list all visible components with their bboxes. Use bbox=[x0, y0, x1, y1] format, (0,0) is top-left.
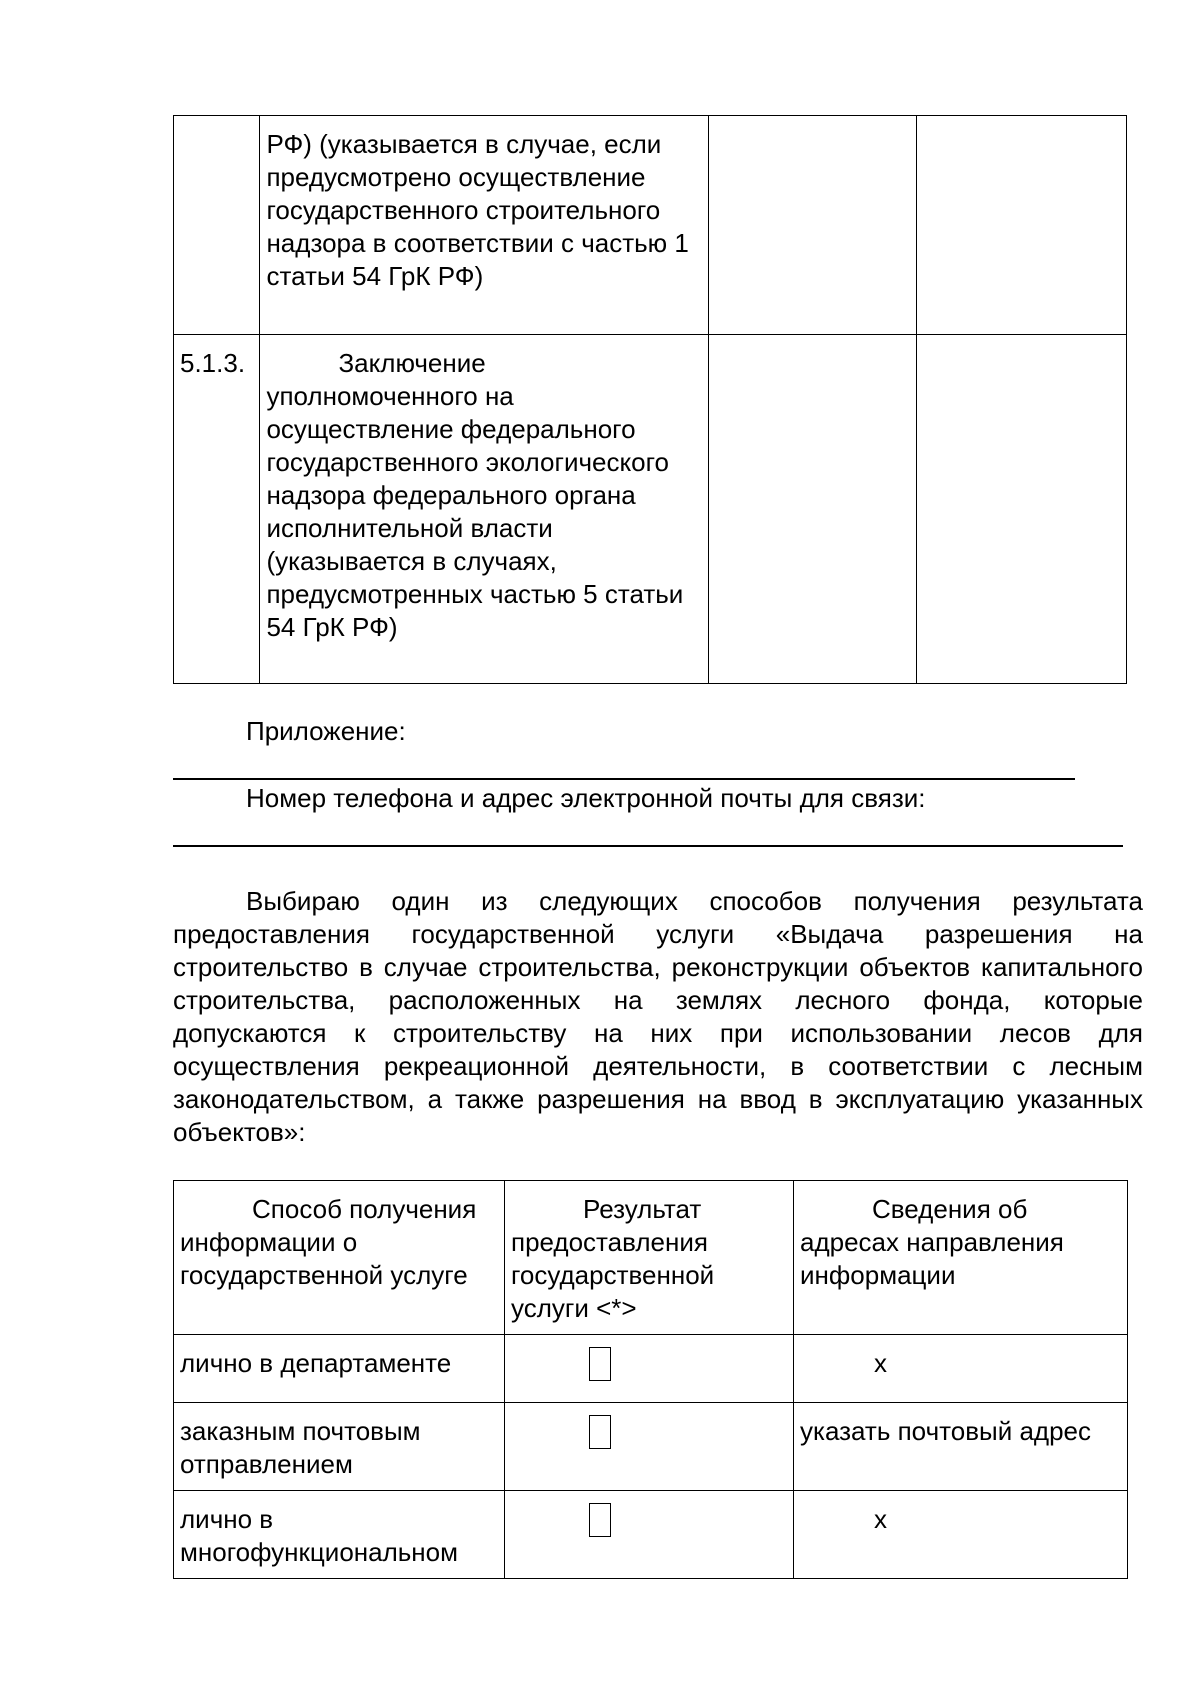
table-row bbox=[174, 116, 1127, 335]
choice-paragraph: Выбираю один из следующих способов получения результата предоставления государственной услуги «Выдача разрешения на строительство в случае строительства, реконструкции объектов капитального строительства, расположенных на землях лесного фонда, которые допускаются к строительству на них при использовании лесов для осуществления рекреационной деятельности, в соответствии с лесным законодательством, а также разрешения на ввод в эксплуатацию указанных объектов»: bbox=[173, 886, 1143, 1147]
checkbox[interactable] bbox=[589, 1347, 611, 1381]
contact-underline bbox=[173, 845, 1123, 847]
method-cell: лично в департаменте bbox=[174, 1335, 505, 1403]
header-address: Сведения об адресах направления информации bbox=[794, 1181, 1128, 1335]
checkbox[interactable] bbox=[589, 1415, 611, 1449]
method-cell: заказным почтовым отправлением bbox=[174, 1403, 505, 1491]
checkbox[interactable] bbox=[589, 1503, 611, 1537]
address-cell: х bbox=[794, 1491, 1128, 1579]
table-row bbox=[174, 1491, 1128, 1579]
row-number bbox=[174, 116, 260, 335]
method-cell: лично в многофункциональном bbox=[174, 1491, 505, 1579]
row-number: 5.1.3. bbox=[174, 335, 260, 684]
attachment-underline bbox=[173, 778, 1075, 780]
result-cell bbox=[505, 1403, 794, 1491]
row-text: РФ) (указывается в случае, если предусмотрено осуществление государственного строительного надзора в соответствии с частью 1 статьи 54 ГрК РФ) bbox=[260, 116, 708, 335]
row-text: Заключение уполномоченного на осуществление федерального государственного экологического надзора федерального органа исполнительной власти (указывается в случаях, предусмотренных частью 5 статьи 54 ГрК РФ) bbox=[260, 335, 708, 684]
method-table bbox=[173, 1180, 1128, 1579]
header-result: Результат предоставления государственной услуги <*> bbox=[505, 1181, 794, 1335]
row-cell bbox=[708, 116, 916, 335]
table-row bbox=[174, 335, 1127, 684]
table-row bbox=[174, 1403, 1128, 1491]
row-cell bbox=[916, 116, 1126, 335]
requirements-table bbox=[173, 115, 1127, 684]
header-method: Способ получения информации о государственной услуге bbox=[174, 1181, 505, 1335]
attachment-label: Приложение: bbox=[246, 716, 406, 746]
row-cell bbox=[708, 335, 916, 684]
address-cell: указать почтовый адрес bbox=[794, 1403, 1128, 1491]
result-cell bbox=[505, 1491, 794, 1579]
contact-label: Номер телефона и адрес электронной почты для связи: bbox=[246, 783, 926, 813]
address-cell: х bbox=[794, 1335, 1128, 1403]
row-cell bbox=[916, 335, 1126, 684]
table-row bbox=[174, 1335, 1128, 1403]
header-row bbox=[174, 1181, 1128, 1335]
result-cell bbox=[505, 1335, 794, 1403]
